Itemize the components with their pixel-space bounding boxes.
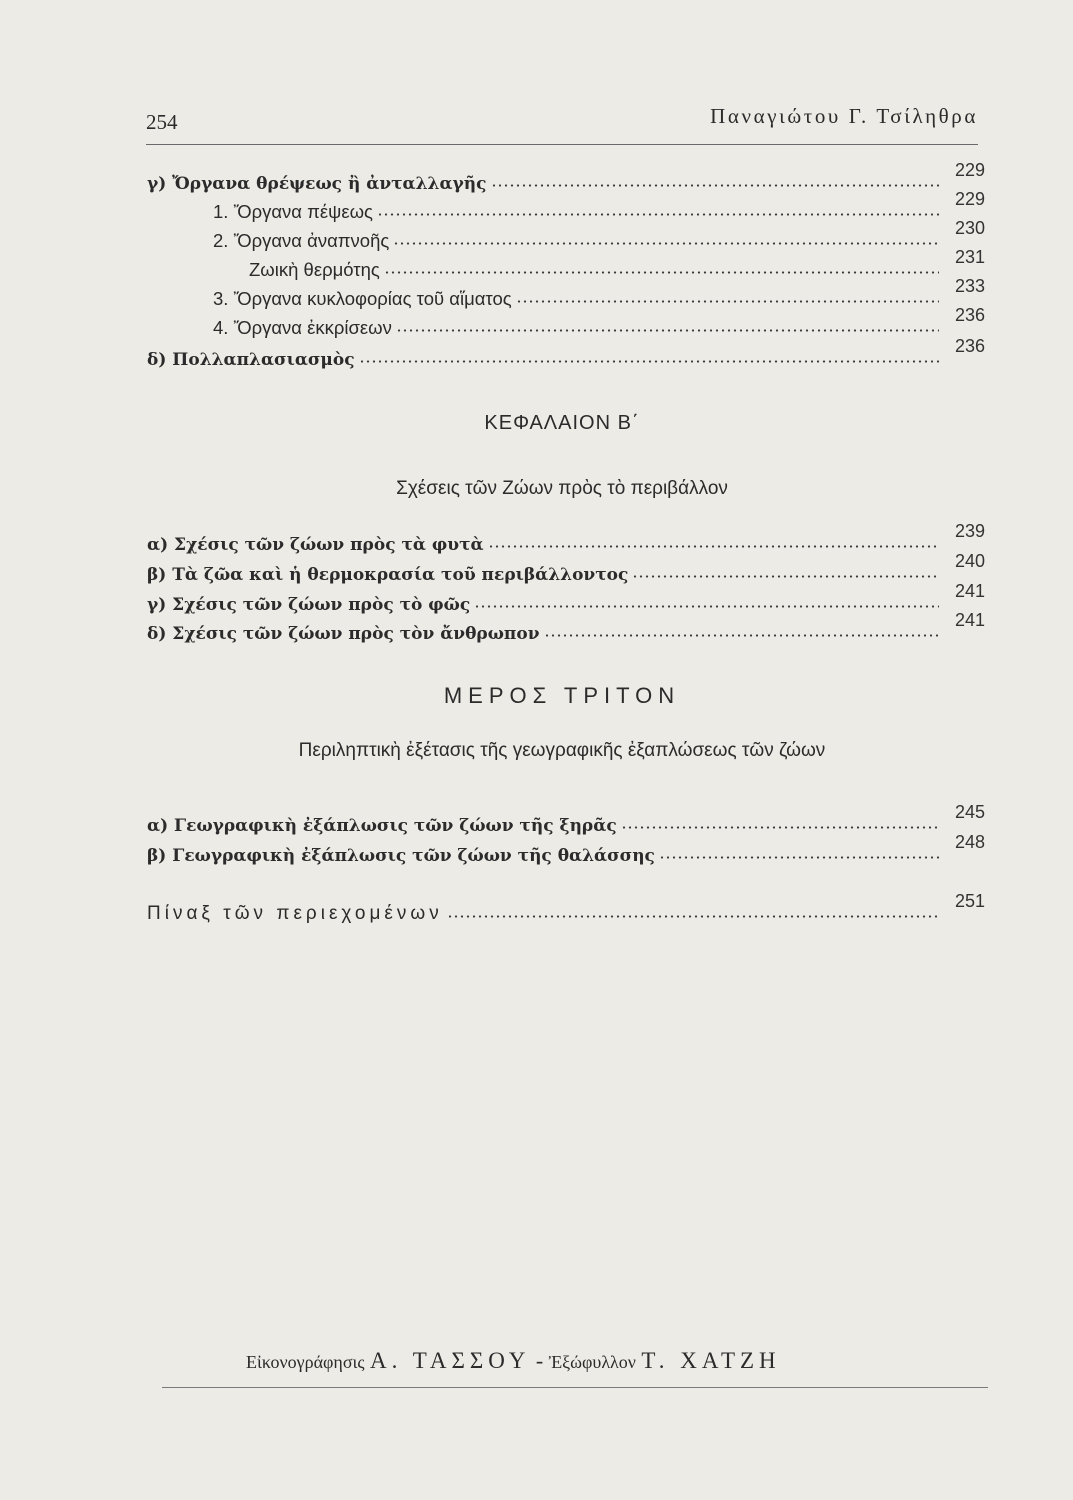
toc-entry-label: δ) Σχέσις τῶν ζώων πρὸς τὸν ἄνθρωπον [147,624,540,644]
toc-row-chapter-b-g [147,581,985,615]
toc-page-number: 241 [954,581,985,601]
header-rule [146,144,978,145]
toc-entry-label: 3. Ὄργανα κυκλοφορίας τοῦ αἵματος [213,288,512,309]
toc-page-number: 229 [954,189,985,209]
toc-row-g-4 [147,305,985,339]
leader-dots [393,242,939,245]
leader-dots [621,826,939,829]
toc-entry-label: 4. Ὄργανα ἐκκρίσεων [213,317,392,338]
credit-separator: - [535,1348,544,1373]
toc-entry-label: γ) Σχέσις τῶν ζώων πρὸς τὸ φῶς [147,595,471,615]
toc-entry-label: β) Γεωγραφικὴ ἐξάπλωσις τῶν ζώων τῆς θαλάσσης [147,846,655,866]
toc-row-chapter-b-b [147,551,985,585]
toc-page-number: 230 [954,218,985,238]
illustration-label: Εἰκονογράφησις [246,1352,365,1372]
page-header [146,100,978,140]
toc-page-number: 245 [954,802,985,822]
toc-page-number: 251 [954,891,985,911]
part-heading: ΜΕΡΟΣ ΤΡΙΤΟΝ [443,683,681,708]
toc-row-g-zoiki [147,247,985,281]
toc-row-section-d [147,336,985,370]
footer-rule [162,1387,988,1388]
illustrator-name: Α. ΤΑΣΣΟΥ [370,1348,531,1373]
toc-entry-label: Πίναξ τῶν περιεχομένων [147,903,443,924]
leader-dots [384,271,939,274]
running-head: Παναγιώτου Γ. Τσίληθρα [710,104,978,128]
toc-row-contents [147,891,985,925]
toc-row-section-g [147,160,985,194]
leader-dots [488,545,939,548]
toc-row-part-three-b [147,832,985,866]
toc-page-number: 239 [954,521,985,541]
toc-page-number: 236 [954,305,985,325]
toc-page-number: 231 [954,247,985,267]
leader-dots [544,634,940,637]
leader-dots [474,605,939,608]
toc-page-number: 236 [954,336,985,356]
toc-entry-label: 1. Ὄργανα πέψεως [213,201,373,222]
toc-row-g-3 [147,276,985,310]
cover-artist-name: Τ. ΧΑΤΖΗ [641,1348,781,1373]
toc-page-number: 240 [954,551,985,571]
leader-dots [516,300,939,303]
page-number: 254 [146,110,178,134]
toc-entry-label: 2. Ὄργανα ἀναπνοῆς [213,230,390,251]
toc-row-chapter-b-a [147,521,985,555]
toc-entry-label: β) Τὰ ζῶα καὶ ἡ θερμοκρασία τοῦ περιβάλλοντος [147,565,629,585]
toc-page-number: 229 [954,160,985,180]
leader-dots [659,856,939,859]
leader-dots [359,360,939,363]
toc-entry-label: α) Γεωγραφικὴ ἐξάπλωσις τῶν ζώων τῆς ξηρᾶς [147,816,617,836]
part-title: Περιληπτικὴ ἐξέτασις τῆς γεωγραφικῆς ἐξαπλώσεως τῶν ζώων [298,740,826,761]
toc-entry-label: Ζωικὴ θερμότης [249,259,380,280]
cover-label: Ἐξώφυλλον [548,1352,636,1372]
toc-entry-label: γ) Ὄργανα θρέψεως ἢ ἀνταλλαγῆς [147,174,487,194]
toc-page-number: 233 [954,276,985,296]
toc-row-g-1 [147,189,985,223]
leader-dots [377,213,939,216]
toc-row-part-three-a [147,802,985,836]
leader-dots [447,915,939,918]
toc-page-number: 241 [954,610,985,630]
leader-dots [396,329,939,332]
chapter-heading: ΚΕΦΑΛΑΙΟΝ Β΄ [484,412,640,434]
toc-entry-label: α) Σχέσις τῶν ζώων πρὸς τὰ φυτὰ [147,535,484,555]
leader-dots [632,575,939,578]
leader-dots [491,184,940,187]
toc-row-g-2 [147,218,985,252]
toc-entry-label: δ) Πολλαπλασιασμὸς [147,350,355,370]
footer-credit [246,1348,781,1374]
toc-page-number: 248 [954,832,985,852]
chapter-title: Σχέσεις τῶν Ζώων πρὸς τὸ περιβάλλον [396,478,728,499]
toc-row-chapter-b-d [147,610,985,644]
